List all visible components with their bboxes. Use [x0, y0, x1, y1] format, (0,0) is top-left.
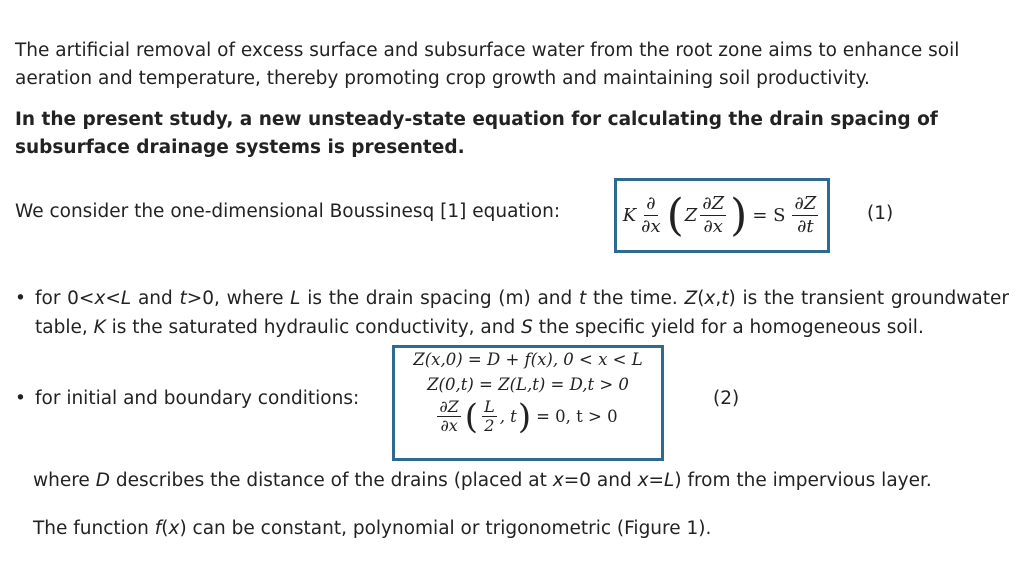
boussinesq-equation-box	[614, 178, 830, 253]
eq1-K: K	[622, 205, 637, 226]
bullet-dot: •	[15, 388, 26, 409]
close-paren: )	[730, 189, 748, 241]
study-statement: In the present study, a new unsteady-state equation for calculating the drain spacing of subsurface drainage systems is presented.	[15, 109, 938, 158]
bullet-dot: •	[15, 288, 26, 309]
eq1-equals-S: = S	[752, 205, 786, 226]
equation2-number: (2)	[713, 388, 740, 409]
intro-paragraph: The artificial removal of excess surface and subsurface water from the root zone aims to enhance soil aeration and temperature, thereby promoting crop growth and maintaining soil productivity.	[15, 40, 960, 89]
eq1-dZdx: $\frac{\partial Z}{\partial x}$	[702, 193, 725, 237]
function-sentence: The function f(x) can be constant, polynomial or trigonometric (Figure 1).	[33, 518, 712, 539]
equation1-number: (1)	[867, 203, 894, 224]
initial-condition: Z(x,0) = D + f(x), 0 < x < L	[413, 350, 643, 369]
eq1-Z: Z	[684, 205, 698, 226]
close-paren: )	[517, 396, 532, 437]
symmetry-condition: $\frac{\partial Z}{\partial x}$ ( $\frac{L}{2}$ , t ) = 0, t > 0	[439, 396, 618, 437]
open-paren: (	[464, 396, 479, 437]
equation1-lead: We consider the one-dimensional Boussinesq [1] equation:	[15, 201, 561, 222]
eq1-partial-x: $\frac{\partial}{\partial x}$	[641, 193, 661, 237]
boundary-conditions-box	[392, 345, 664, 461]
eq2-L-over-2: $\frac{L}{2}$	[484, 397, 495, 435]
bullet-text: for 0<x<L and t>0, where L is the drain spacing (m) and t the time. Z(x,t) is the transient groundwater table, K is the saturated hydraulic conductivity, and S the specific yield for a homogeneous soil.	[35, 288, 1009, 338]
eq2-dZdx: $\frac{\partial Z}{\partial x}$	[439, 397, 459, 435]
boundary-condition: Z(0,t) = Z(L,t) = D,t > 0	[427, 375, 629, 394]
open-paren: (	[666, 189, 684, 241]
eq1-dZdt: $\frac{\partial Z}{\partial t}$	[794, 193, 817, 237]
bullet-text: for initial and boundary conditions:	[35, 388, 360, 409]
bullet-domain-definitions	[15, 284, 1009, 342]
bullet-conditions	[15, 384, 359, 413]
where-sentence: where D describes the distance of the drains (placed at x=0 and x=L) from the impervious layer.	[33, 470, 932, 491]
